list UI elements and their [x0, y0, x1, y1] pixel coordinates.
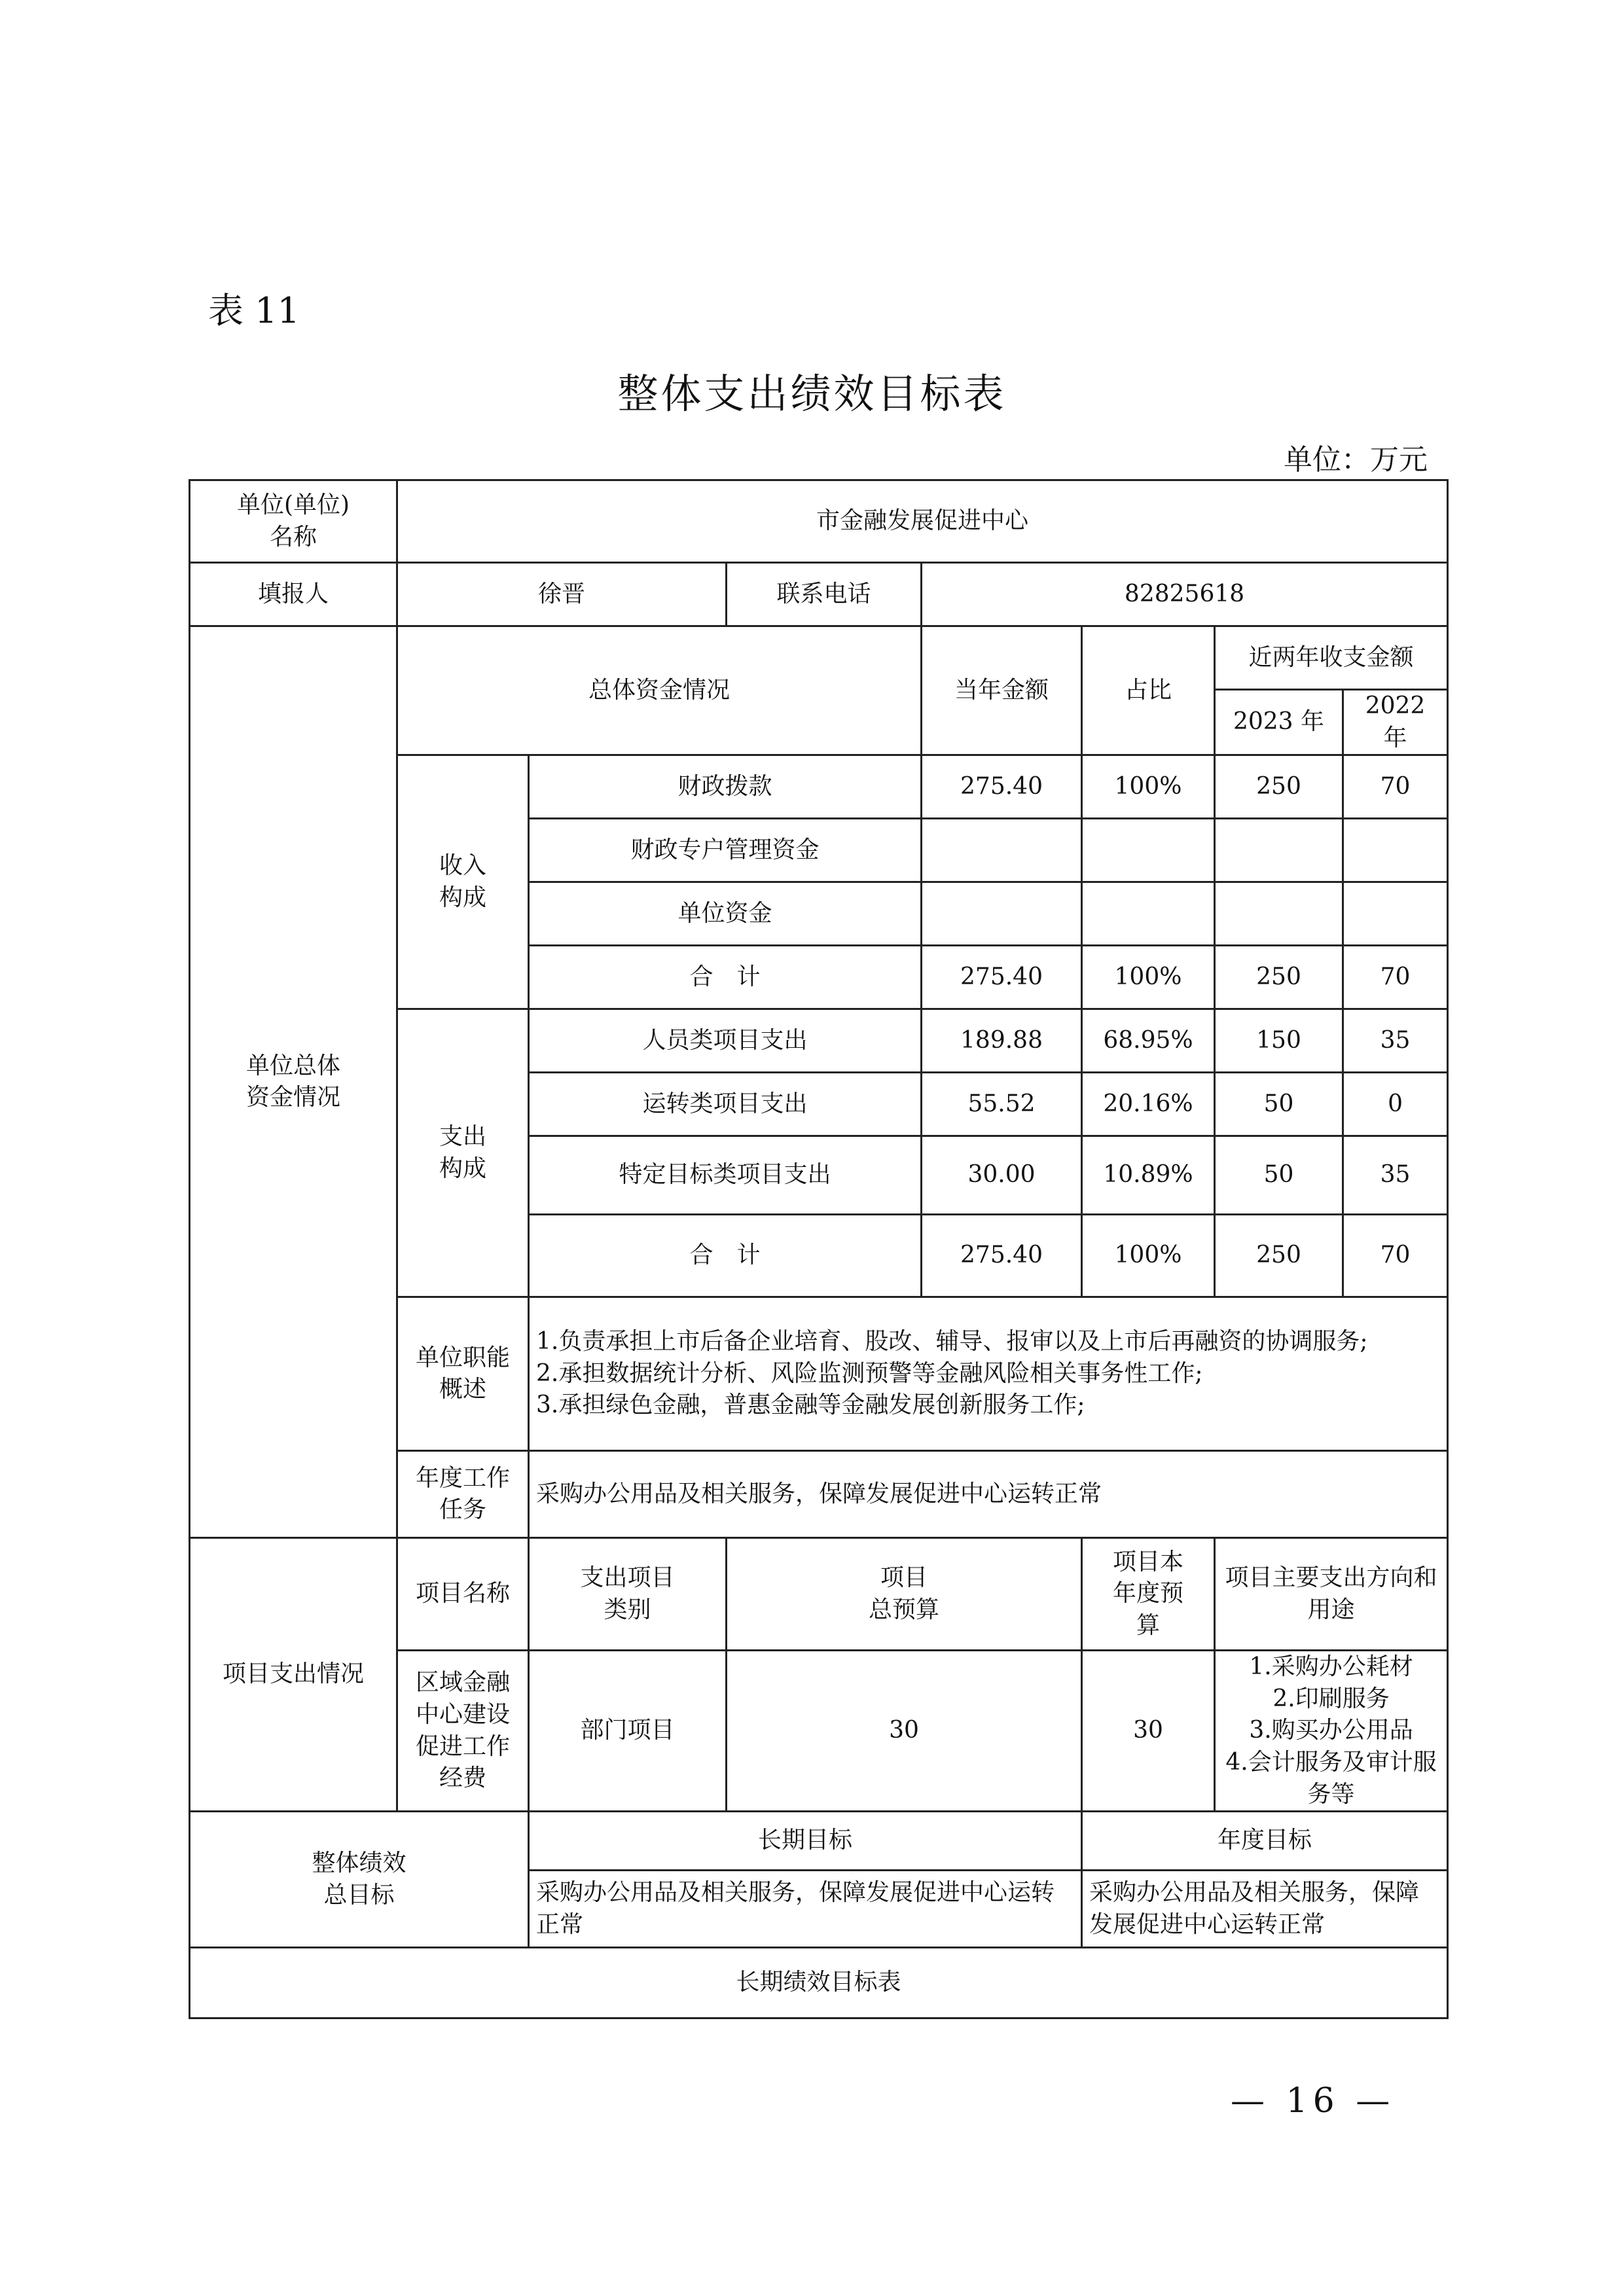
- expense-row-ratio: 68.95%: [1082, 1009, 1215, 1073]
- income-total-2022: 70: [1343, 946, 1448, 1009]
- phone-label: 联系电话: [727, 563, 922, 626]
- income-total-name: 合 计: [529, 946, 922, 1009]
- year-2022-header: 2022 年: [1343, 690, 1448, 755]
- long-term-goal-text: 采购办公用品及相关服务，保障发展促进中心运转正常: [529, 1871, 1082, 1948]
- income-row-name: 财政专户管理资金: [529, 819, 922, 882]
- performance-goal-table: [189, 479, 1449, 2019]
- income-row-ratio: [1082, 819, 1215, 882]
- expense-total-2023: 250: [1215, 1215, 1343, 1297]
- income-row-ratio: [1082, 882, 1215, 946]
- functions-label: 单位职能概述: [397, 1297, 529, 1451]
- unit-name-label: 单位(单位) 名称: [190, 480, 397, 563]
- long-term-goal-header: 长期目标: [529, 1812, 1082, 1871]
- income-row-2022: [1343, 819, 1448, 882]
- project-category-header: 支出项目 类别: [529, 1538, 727, 1651]
- income-row-current: 275.40: [922, 755, 1082, 819]
- project-year-budget-header: 项目本 年度预 算: [1082, 1538, 1215, 1651]
- expense-row-name: 运转类项目支出: [529, 1073, 922, 1136]
- project-total-budget: 30: [727, 1651, 1082, 1812]
- filler-value: 徐晋: [397, 563, 727, 626]
- expense-row-current: 55.52: [922, 1073, 1082, 1136]
- income-row-name: 单位资金: [529, 882, 922, 946]
- expense-row-name: 人员类项目支出: [529, 1009, 922, 1073]
- funds-section-label: 单位总体 资金情况: [190, 626, 397, 1538]
- income-row-current: [922, 819, 1082, 882]
- income-row-2023: [1215, 882, 1343, 946]
- income-row-2022: 70: [1343, 755, 1448, 819]
- annual-task-label: 年度工作任务: [397, 1451, 529, 1538]
- filler-label: 填报人: [190, 563, 397, 626]
- expense-total-ratio: 100%: [1082, 1215, 1215, 1297]
- functions-text: 1.负责承担上市后备企业培育、股改、辅导、报审以及上市后再融资的协调服务; 2.承担数据统计分析、风险监测预警等金融风险相关事务性工作; 3.承担绿色金融，普惠金融等金融发展创新服务工作;: [529, 1297, 1448, 1451]
- income-total-ratio: 100%: [1082, 946, 1215, 1009]
- ratio-header: 占比: [1082, 626, 1215, 755]
- expense-row-current: 189.88: [922, 1009, 1082, 1073]
- income-row-2023: [1215, 819, 1343, 882]
- two-years-header: 近两年收支金额: [1215, 626, 1448, 690]
- current-amount-header: 当年金额: [922, 626, 1082, 755]
- project-purpose: 1.采购办公耗材 2.印刷服务 3.购买办公用品 4.会计服务及审计服务等: [1215, 1651, 1448, 1812]
- overall-goals-label: 整体绩效 总目标: [190, 1812, 529, 1948]
- income-row-name: 财政拨款: [529, 755, 922, 819]
- project-year-budget: 30: [1082, 1651, 1215, 1812]
- overall-funds-header: 总体资金情况: [397, 626, 922, 755]
- annual-goal-text: 采购办公用品及相关服务，保障发展促进中心运转正常: [1082, 1871, 1448, 1948]
- expense-row-ratio: 10.89%: [1082, 1136, 1215, 1215]
- long-term-goal-table-title: 长期绩效目标表: [190, 1948, 1448, 2018]
- project-name-header: 项目名称: [397, 1538, 529, 1651]
- expense-total-name: 合 计: [529, 1215, 922, 1297]
- expense-row-2022: 35: [1343, 1009, 1448, 1073]
- unit-label: 单位：万元: [1284, 443, 1428, 476]
- unit-name-value: 市金融发展促进中心: [397, 480, 1448, 563]
- expense-row-name: 特定目标类项目支出: [529, 1136, 922, 1215]
- income-row-current: [922, 882, 1082, 946]
- annual-task-text: 采购办公用品及相关服务，保障发展促进中心运转正常: [529, 1451, 1448, 1538]
- expense-row-current: 30.00: [922, 1136, 1082, 1215]
- expense-row-2023: 50: [1215, 1073, 1343, 1136]
- expense-row-ratio: 20.16%: [1082, 1073, 1215, 1136]
- project-category: 部门项目: [529, 1651, 727, 1812]
- projects-label: 项目支出情况: [190, 1538, 397, 1812]
- project-name: 区域金融 中心建设 促进工作 经费: [397, 1651, 529, 1812]
- expense-total-current: 275.40: [922, 1215, 1082, 1297]
- project-total-header: 项目 总预算: [727, 1538, 1082, 1651]
- expense-row-2022: 0: [1343, 1073, 1448, 1136]
- table-number-label: 表 11: [208, 290, 300, 331]
- page-number: — 16 —: [1231, 2081, 1396, 2121]
- expense-row-2023: 150: [1215, 1009, 1343, 1073]
- income-group-label: 收入 构成: [397, 755, 529, 1009]
- income-row-2022: [1343, 882, 1448, 946]
- income-row-2023: 250: [1215, 755, 1343, 819]
- document-title: 整体支出绩效目标表: [617, 370, 1007, 418]
- income-row-ratio: 100%: [1082, 755, 1215, 819]
- project-purpose-header: 项目主要支出方向和用途: [1215, 1538, 1448, 1651]
- expense-row-2023: 50: [1215, 1136, 1343, 1215]
- annual-goal-header: 年度目标: [1082, 1812, 1448, 1871]
- income-total-2023: 250: [1215, 946, 1343, 1009]
- expense-group-label: 支出 构成: [397, 1009, 529, 1297]
- income-total-current: 275.40: [922, 946, 1082, 1009]
- phone-value: 82825618: [922, 563, 1448, 626]
- expense-total-2022: 70: [1343, 1215, 1448, 1297]
- year-2023-header: 2023 年: [1215, 690, 1343, 755]
- expense-row-2022: 35: [1343, 1136, 1448, 1215]
